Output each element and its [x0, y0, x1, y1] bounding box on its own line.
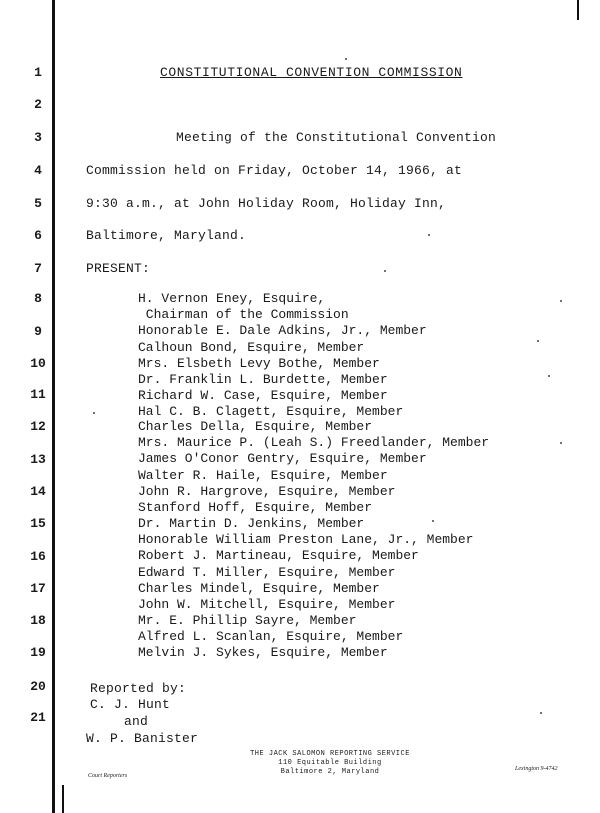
reporter-name: C. J. Hunt — [90, 697, 171, 712]
reporter-conjunction: and — [124, 714, 149, 729]
attendee-line: Honorable E. Dale Adkins, Jr., Member — [138, 323, 427, 338]
scan-speck — [93, 412, 95, 414]
attendee-line: Charles Della, Esquire, Member — [138, 419, 373, 434]
line-number: 7 — [34, 261, 42, 276]
line-number: 20 — [30, 679, 46, 694]
attendee-line: H. Vernon Eney, Esquire, — [138, 291, 326, 306]
attendee-line: Mr. E. Phillip Sayre, Member — [138, 613, 357, 628]
line-number: 6 — [34, 228, 42, 243]
attendee-line: Walter R. Haile, Esquire, Member — [138, 468, 388, 483]
attendee-line: Alfred L. Scanlan, Esquire, Member — [138, 629, 404, 644]
intro-line: Baltimore, Maryland. — [86, 228, 247, 243]
attendee-line: Mrs. Maurice P. (Leah S.) Freedlander, Member — [138, 435, 490, 450]
attendee-line: Hal C. B. Clagett, Esquire, Member — [138, 404, 404, 419]
line-number: 8 — [34, 291, 42, 306]
attendee-line: Calhoun Bond, Esquire, Member — [138, 340, 365, 355]
line-number: 11 — [30, 387, 46, 402]
line-number: 3 — [34, 130, 42, 145]
bottom-margin-rule — [62, 785, 64, 813]
attendee-line: Dr. Martin D. Jenkins, Member — [138, 516, 365, 531]
line-number: 5 — [34, 196, 42, 211]
scan-speck — [537, 340, 539, 342]
document-title: CONSTITUTIONAL CONVENTION COMMISSION — [160, 65, 463, 80]
line-number: 18 — [30, 613, 46, 628]
line-number: 2 — [34, 97, 42, 112]
right-margin-rule — [577, 0, 579, 20]
left-margin-rule — [52, 0, 55, 813]
attendee-line: Chairman of the Commission — [138, 307, 349, 322]
line-number: 17 — [30, 581, 46, 596]
reported-by-label: Reported by: — [90, 681, 187, 696]
scan-speck — [548, 375, 550, 377]
footer-address-line: Baltimore 2, Maryland — [280, 768, 380, 776]
scan-speck — [428, 234, 430, 236]
present-label: PRESENT: — [86, 261, 151, 276]
line-number: 13 — [30, 452, 46, 467]
attendee-line: Melvin J. Sykes, Esquire, Member — [138, 645, 388, 660]
attendee-line: Honorable William Preston Lane, Jr., Member — [138, 532, 474, 547]
attendee-line: Mrs. Elsbeth Levy Bothe, Member — [138, 356, 380, 371]
attendee-line: John W. Mitchell, Esquire, Member — [138, 597, 396, 612]
line-number: 1 — [34, 65, 42, 80]
scan-speck — [540, 712, 542, 714]
line-number: 14 — [30, 484, 46, 499]
scan-speck — [345, 58, 347, 60]
line-number: 19 — [30, 645, 46, 660]
intro-line: Commission held on Friday, October 14, 1966, at — [86, 163, 463, 178]
footer-right-label: Lexington 9-4742 — [515, 766, 558, 772]
footer-imprint — [220, 750, 440, 777]
line-number: 16 — [30, 549, 46, 564]
line-number: 9 — [34, 324, 42, 339]
reporting-service-name: THE JACK SALOMON REPORTING SERVICE — [250, 750, 410, 758]
attendee-line: Edward T. Miller, Esquire, Member — [138, 565, 396, 580]
scan-speck — [560, 442, 562, 444]
footer-left-label: Court Reporters — [88, 773, 128, 779]
attendee-line: Charles Mindel, Esquire, Member — [138, 581, 380, 596]
attendee-line: Robert J. Martineau, Esquire, Member — [138, 548, 419, 563]
line-number: 21 — [30, 710, 46, 725]
attendee-line: John R. Hargrove, Esquire, Member — [138, 484, 396, 499]
attendee-line: Richard W. Case, Esquire, Member — [138, 388, 388, 403]
attendee-line: Dr. Franklin L. Burdette, Member — [138, 372, 388, 387]
reporter-name: W. P. Banister — [86, 731, 199, 746]
line-number: 15 — [30, 516, 46, 531]
scan-speck — [560, 300, 562, 302]
scan-speck — [432, 520, 434, 522]
attendee-line: Stanford Hoff, Esquire, Member — [138, 500, 373, 515]
line-number: 12 — [30, 419, 46, 434]
intro-line: Meeting of the Constitutional Convention — [176, 130, 497, 145]
line-number: 4 — [34, 163, 42, 178]
footer-address-line: 110 Equitable Building — [278, 759, 382, 767]
intro-line: 9:30 a.m., at John Holiday Room, Holiday Inn, — [86, 196, 447, 211]
line-number: 10 — [30, 356, 46, 371]
attendee-line: James O'Conor Gentry, Esquire, Member — [138, 451, 427, 466]
scan-speck — [384, 270, 386, 272]
